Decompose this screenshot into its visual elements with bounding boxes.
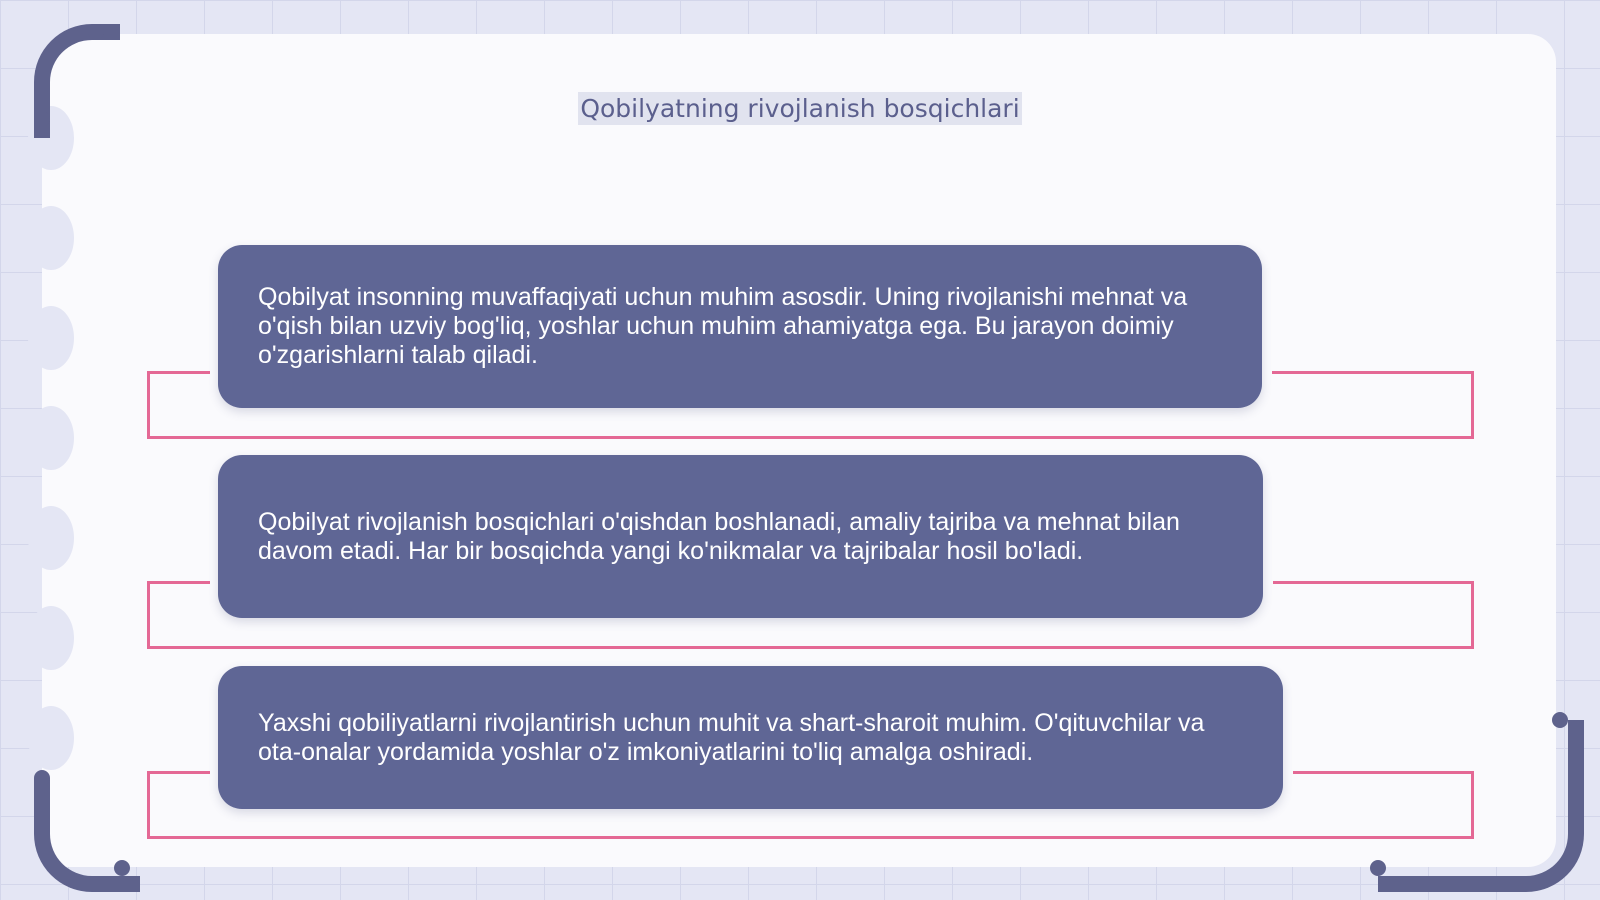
info-card-1-text: Qobilyat insonning muvaffaqiyati uchun muhim asosdir. Uning rivojlanishi mehnat va o'qish bilan uzviy bog'liq, yoshlar uchun muhim ahamiyatga ega. Bu jarayon doimiy o'zgarishlarni talab qiladi. bbox=[258, 283, 1188, 369]
info-card-1 bbox=[218, 245, 1262, 408]
notebook-hole bbox=[28, 306, 74, 370]
info-card-2 bbox=[218, 455, 1263, 618]
bracket-end-cap bbox=[34, 770, 50, 786]
info-card-3 bbox=[218, 666, 1283, 809]
slide-title-text: Qobilyatning rivojlanish bosqichlari bbox=[580, 94, 1020, 123]
notebook-hole bbox=[28, 406, 74, 470]
notebook-hole bbox=[28, 606, 74, 670]
info-card-2-text: Qobilyat rivojlanish bosqichlari o'qishdan boshlanadi, amaliy tajriba va mehnat bilan davom etadi. Har bir bosqichda yangi ko'nikmalar va tajribalar hosil bo'ladi. bbox=[258, 507, 1180, 565]
slide-title bbox=[0, 94, 1600, 123]
info-card-3-text: Yaxshi qobiliyatlarni rivojlantirish uchun muhit va shart-sharoit muhim. O'qituvchilar va ota-onalar yordamida yoshlar o'z imkoniyatlarini to'liq amalga oshiradi. bbox=[258, 708, 1205, 766]
bracket-end-cap bbox=[88, 24, 104, 40]
notebook-hole bbox=[28, 706, 74, 770]
bracket-end-cap bbox=[114, 860, 130, 876]
bracket-end-cap bbox=[1552, 712, 1568, 728]
notebook-hole bbox=[28, 506, 74, 570]
notebook-hole bbox=[28, 206, 74, 270]
bracket-end-cap bbox=[1370, 860, 1386, 876]
